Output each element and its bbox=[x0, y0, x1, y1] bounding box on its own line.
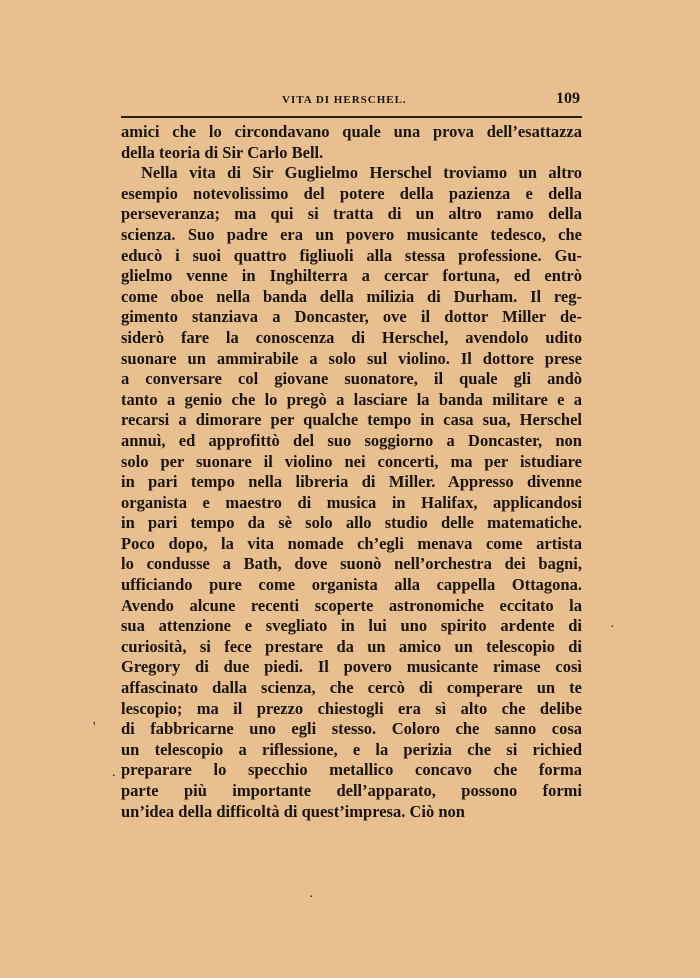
page-header bbox=[121, 90, 582, 112]
body-text bbox=[121, 122, 582, 822]
text-line: a conversare col giovane suonatore, il quale gli andò bbox=[121, 369, 582, 389]
stray-mark: ' bbox=[93, 720, 96, 735]
text-line: Nella vita di Sir Guglielmo Herschel troviamo un altro bbox=[141, 163, 582, 183]
text-line: lescopio; ma il prezzo chiestogli era sì alto che delibe bbox=[121, 698, 582, 718]
text-line: preparare lo specchio metallico concavo che forma bbox=[121, 760, 582, 780]
text-line: Poco dopo, la vita nomade ch’egli menava come artista bbox=[121, 533, 582, 553]
text-line: recarsi a dimorare per qualche tempo in casa sua, Herschel bbox=[121, 410, 582, 430]
text-line: solo per suonare il violino nei concerti, ma per istudiare bbox=[121, 451, 582, 471]
text-line: della teoria di Sir Carlo Bell. bbox=[121, 142, 324, 162]
text-line: sua attenzione e svegliato in lui uno spirito ardente di bbox=[121, 616, 582, 636]
text-line: un’idea della difficoltà di quest’impresa. Ciò non bbox=[121, 801, 465, 821]
text-line: un telescopio a riflessione, e la perizia che si richied bbox=[121, 739, 582, 759]
running-title: VITA DI HERSCHEL. bbox=[282, 94, 407, 106]
text-line: curiosità, si fece prestare da un amico un telescopio di bbox=[121, 636, 582, 656]
text-line: in pari tempo nella libreria di Miller. Appresso divenne bbox=[121, 472, 582, 492]
text-line: organista e maestro di musica in Halifax, applicandosi bbox=[121, 492, 582, 512]
text-line: come oboe nella banda della milizia di Durham. Il reg- bbox=[121, 286, 582, 306]
text-line: parte più importante dell’apparato, possono formi bbox=[121, 781, 582, 800]
text-line: affascinato dalla scienza, che cercò di comperare un te bbox=[121, 678, 582, 698]
stray-mark: · bbox=[309, 890, 314, 905]
text-line: in pari tempo da sè solo allo studio delle matematiche. bbox=[121, 513, 582, 533]
stray-mark: · bbox=[610, 620, 615, 635]
text-line: di fabbricarne uno egli stesso. Coloro che sanno cosa bbox=[121, 719, 582, 739]
text-line: scienza. Suo padre era un povero musicante tedesco, che bbox=[121, 224, 582, 244]
text-line: tanto a genio che lo pregò a lasciare la banda militare e a bbox=[121, 389, 582, 409]
text-line: esempio notevolissimo del potere della pazienza e della bbox=[121, 183, 582, 203]
header-rule bbox=[121, 116, 582, 118]
text-line: ufficiando pure come organista alla cappella Ottagona. bbox=[121, 575, 582, 595]
page-number: 109 bbox=[556, 90, 580, 107]
text-line: lo condusse a Bath, dove suonò nell’orchestra dei bagni, bbox=[121, 554, 582, 574]
text-line: suonare un ammirabile a solo sul violino. Il dottore prese bbox=[121, 348, 582, 368]
text-line: Avendo alcune recenti scoperte astronomiche eccitato la bbox=[121, 595, 582, 615]
text-line: siderò fare la conoscenza di Herschel, avendolo udito bbox=[121, 327, 582, 347]
text-line: gimento stanziava a Doncaster, ove il dottor Miller de- bbox=[121, 307, 582, 327]
stray-mark: . bbox=[112, 765, 116, 780]
text-line: amici che lo circondavano quale una prova dell’esattazza bbox=[121, 122, 582, 141]
text-line: perseveranza; ma qui si tratta di un altro ramo della bbox=[121, 204, 582, 224]
text-line: annuì, ed approfittò del suo soggiorno a Doncaster, non bbox=[121, 430, 582, 450]
text-line: glielmo venne in Inghilterra a cercar fortuna, ed entrò bbox=[121, 266, 582, 286]
text-line: educò i suoi quattro figliuoli alla stessa professione. Gu- bbox=[121, 245, 582, 265]
text-line: Gregory di due piedi. Il povero musicante rimase così bbox=[121, 657, 582, 677]
